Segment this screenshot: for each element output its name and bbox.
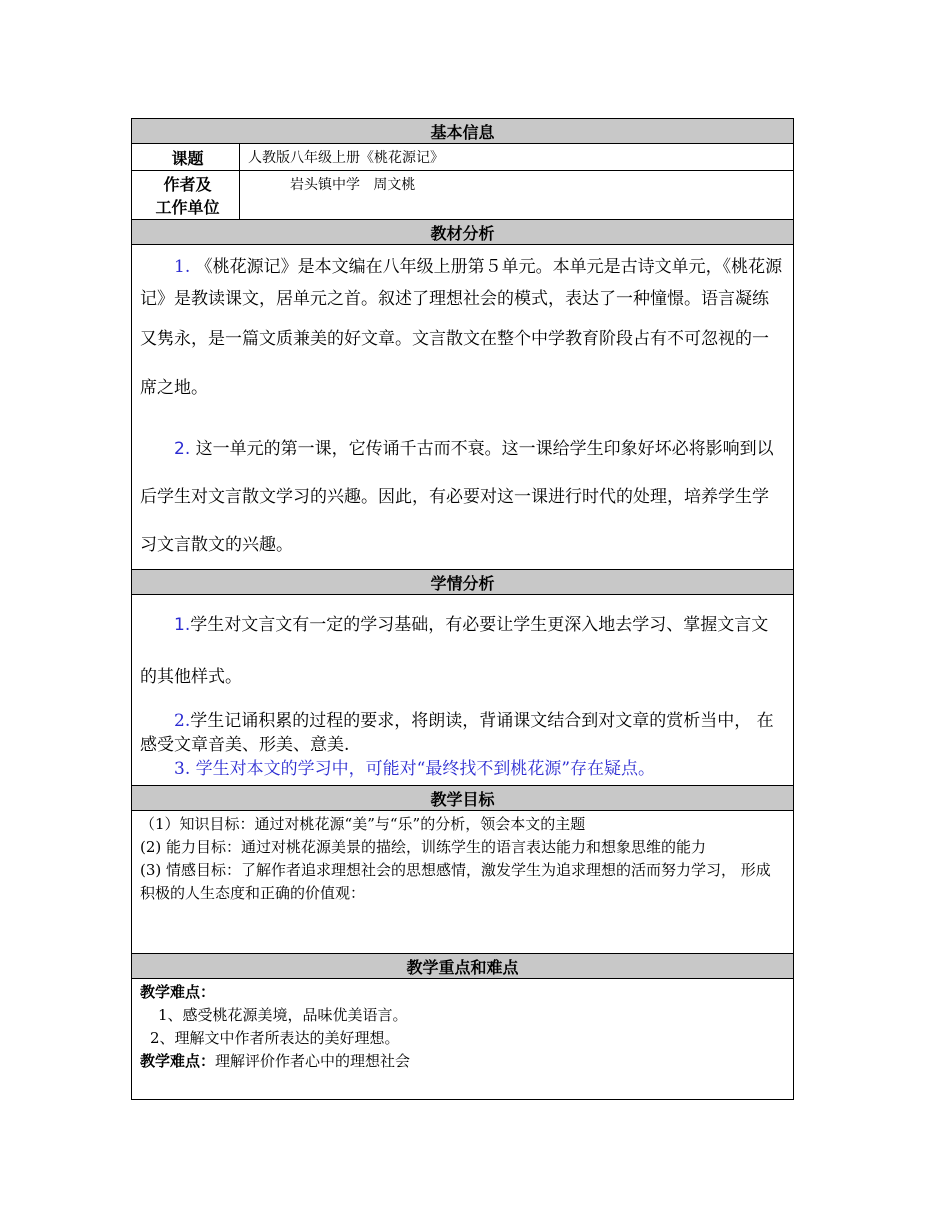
author-label-line1: 作者及 — [163, 175, 212, 194]
textbook-analysis-content — [132, 245, 794, 570]
author-row — [132, 171, 794, 220]
paragraph-number: 1. — [174, 615, 191, 635]
textbook-paragraph-1 — [140, 251, 785, 413]
paragraph-number: 1. — [174, 257, 196, 277]
author-label-line2: 工作单位 — [155, 198, 220, 217]
key-point-item-1: 1、感受桃花源美境，品味优美语言。 — [158, 1006, 408, 1024]
key-points-content — [132, 979, 794, 1100]
section-header-key-points: 教学重点和难点 — [132, 954, 794, 979]
topic-row — [132, 144, 794, 171]
textbook-analysis-row — [132, 245, 794, 570]
textbook-paragraph-1-text: 是本文编在八年级上册第５单元。本单元是古诗文单元，《桃花源记》是教读课文，居单元之首。叙述了理想社会的模式，表达了一种憧憬。语言凝练又隽永，是一篇文质兼美的好文章。 — [140, 257, 783, 349]
teaching-goals-row — [132, 811, 794, 954]
teaching-goals-content — [132, 811, 794, 954]
key-points-label: 教学难点： — [140, 983, 216, 1001]
key-points-row — [132, 979, 794, 1100]
author-label — [132, 171, 240, 220]
goal-ability: (2) 能力目标：通过对桃花源美景的描绘，训练学生的语言表达能力和想象思维的能力 — [140, 838, 707, 856]
paragraph-number: 2. — [174, 711, 191, 731]
difficulty-label: 教学难点： — [140, 1052, 216, 1070]
section-header-textbook-analysis: 教材分析 — [132, 220, 794, 245]
student-paragraph-1 — [140, 599, 785, 703]
goal-emotion: (3) 情感目标：了解作者追求理想社会的思想感情，激发学生为追求理想的活而努力学习， 形成积极的人生态度和正确的价值观： — [140, 861, 771, 902]
textbook-paragraph-2 — [140, 425, 785, 569]
topic-label: 课题 — [132, 144, 240, 171]
paragraph-number: 2. — [174, 439, 196, 459]
difficulty-line — [140, 1050, 785, 1073]
difficulty-text: 理解评价作者心中的理想社会 — [215, 1052, 411, 1070]
student-paragraph-1-text: 学生对文言文有一定的学习基础，有必要让学生更深入地去学习、掌握文言文的其他样式。 — [140, 615, 769, 687]
textbook-paragraph-1-tail: 文言散文在整个中学教育阶段占有不可忽视的一席之地。 — [140, 329, 769, 398]
textbook-title-ref: 《桃花源记》 — [195, 257, 298, 277]
student-paragraph-3: 3. 学生对本文的学习中，可能对“最终找不到桃花源”存在疑点。 — [174, 759, 656, 779]
goal-knowledge: （1）知识目标：通过对桃花源“美”与“乐”的分析，领会本文的主题 — [140, 815, 586, 833]
topic-value: 人教版八年级上册《桃花源记》 — [240, 144, 794, 171]
author-value: 岩头镇中学 周文桃 — [240, 171, 794, 220]
textbook-paragraph-2-text: 这一单元的第一课，它传诵千古而不衰。这一课给学生印象好坏必将影响到以后学生对文言散文学习的兴趣。因此，有必要对这一课进行时代的处理，培养学生学习文言散文的兴趣。 — [140, 439, 774, 555]
section-header-student-analysis: 学情分析 — [132, 570, 794, 595]
key-point-item-2: 2、理解文中作者所表达的美好理想。 — [150, 1029, 400, 1047]
section-header-basic-info: 基本信息 — [132, 119, 794, 144]
student-paragraph-2-text: 学生记诵积累的过程的要求，将朗读，背诵课文结合到对文章的赏析当中， 在感受文章音美、形美、意美. — [140, 711, 774, 755]
lesson-plan-table — [131, 118, 794, 1100]
section-header-teaching-goals: 教学目标 — [132, 786, 794, 811]
student-analysis-row — [132, 595, 794, 786]
student-paragraph-2 — [140, 709, 785, 757]
student-analysis-content — [132, 595, 794, 786]
